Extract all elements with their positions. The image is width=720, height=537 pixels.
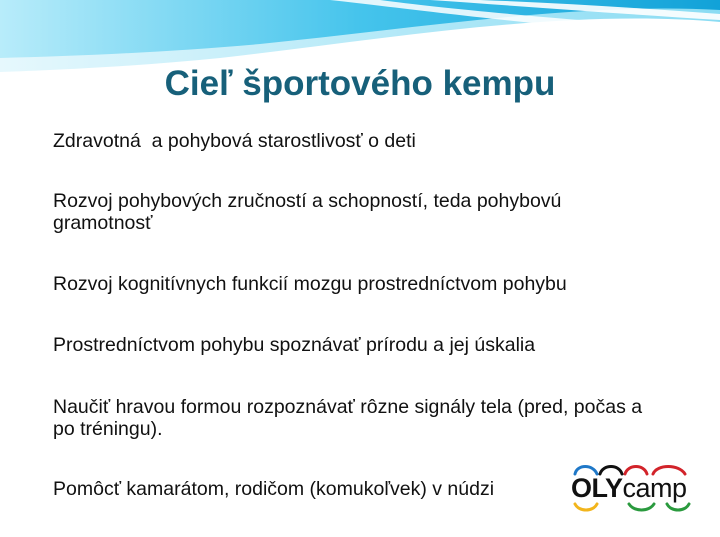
goal-item-2: Rozvoj pohybových zručností a schopností, teda pohybovú gramotnosť [53, 190, 567, 234]
olycamp-logo [569, 462, 697, 512]
goal-item-6: Pomôcť kamarátom, rodičom (komukoľvek) v núdzi [53, 478, 495, 500]
goal-item-1: Zdravotná a pohybová starostlivosť o deti [53, 130, 416, 152]
goal-item-4: Prostredníctvom pohybu spoznávať prírodu a jej úskalia [53, 334, 536, 356]
goal-item-3: Rozvoj kognitívnych funkcií mozgu prostredníctvom pohybu [53, 273, 567, 295]
slide-title: Cieľ športového kempu [164, 64, 556, 103]
logo-text [571, 472, 687, 504]
logo-light-text: camp [622, 473, 687, 503]
logo-bold-text: OLY [571, 473, 623, 503]
goal-item-5: Naučiť hravou formou rozpoznávať rôzne signály tela (pred, počas a po tréningu). [53, 396, 648, 440]
